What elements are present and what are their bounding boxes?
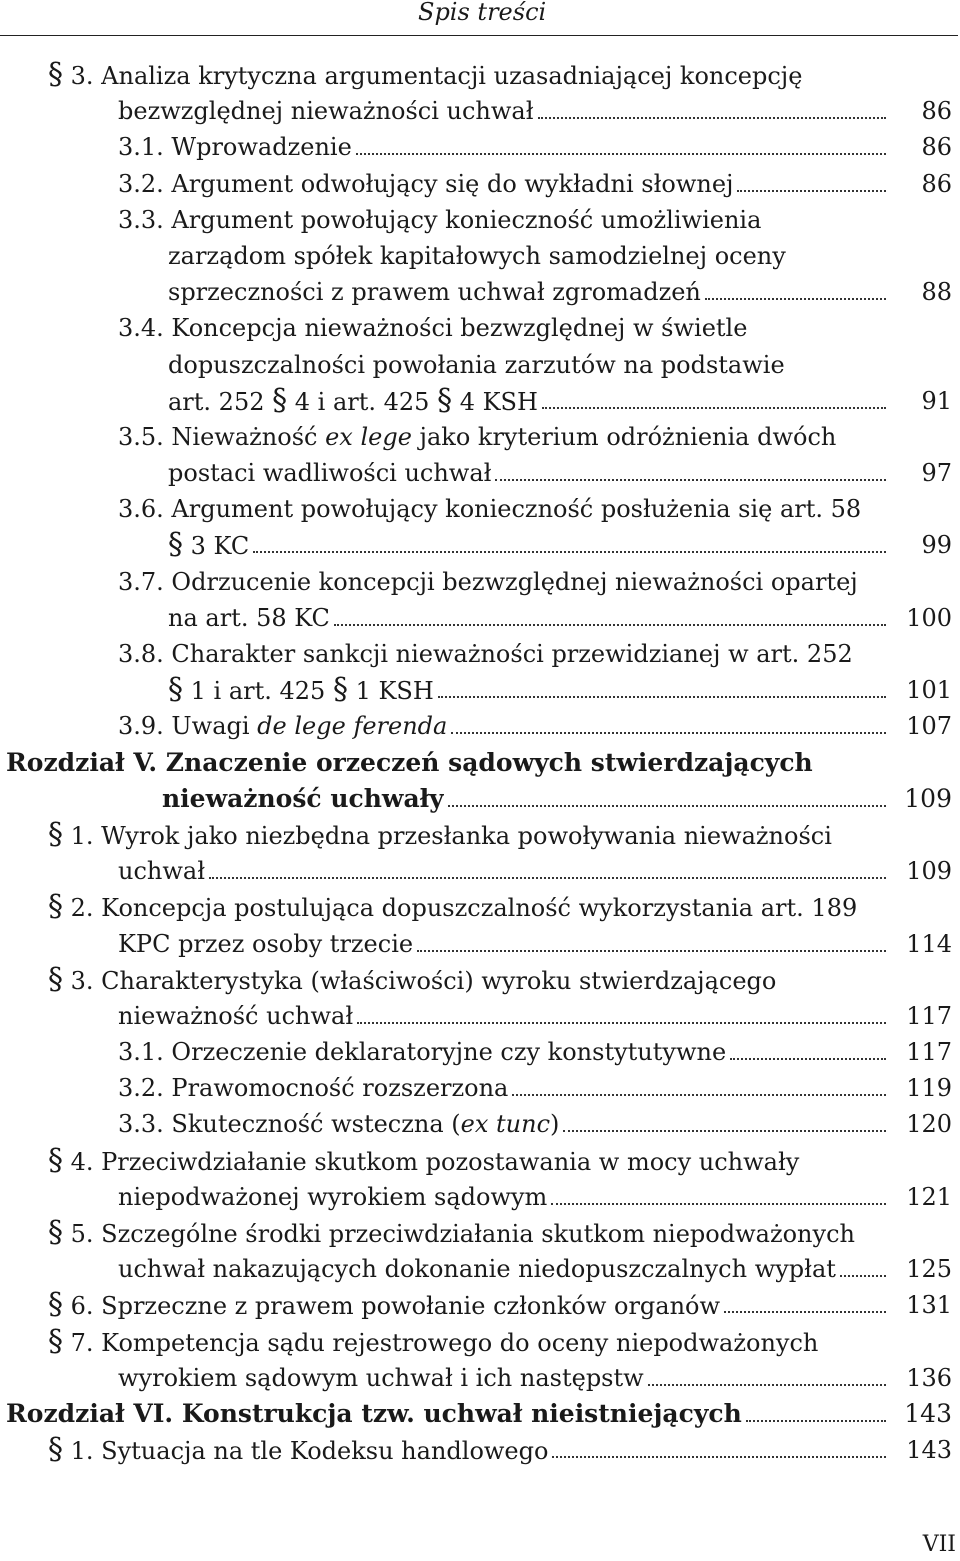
toc-entry[interactable]	[0, 129, 960, 165]
toc-entry-text: uchwał	[118, 857, 205, 886]
toc-entry-text: § 7. Kompetencja sądu rejestrowego do oceny niepodważonych	[48, 1323, 819, 1359]
toc-page-number: 97	[921, 459, 952, 488]
toc-entry-text: § 4. Przeciwdziałanie skutkom pozostawania w mocy uchwały	[48, 1142, 800, 1178]
toc-entry-line	[0, 926, 960, 962]
toc-entry[interactable]	[0, 491, 960, 563]
dot-leader	[205, 853, 886, 889]
toc-page-number: 101	[906, 676, 952, 705]
toc-entry-line	[0, 708, 960, 744]
toc-entry-line	[0, 1034, 960, 1070]
toc-entry[interactable]	[0, 1396, 960, 1432]
toc-entry[interactable]	[0, 817, 960, 889]
toc-page-number: 109	[904, 783, 952, 813]
toc-entry-line	[0, 853, 960, 889]
dot-leader	[434, 672, 886, 708]
toc-entry-line	[0, 491, 960, 527]
dot-leader	[353, 998, 886, 1034]
dot-leader	[733, 166, 886, 202]
toc-entry-line	[0, 1287, 960, 1323]
toc-page-number: 114	[906, 929, 952, 958]
toc-entry[interactable]	[0, 419, 960, 491]
toc-page-number: 136	[906, 1363, 952, 1392]
toc-entry-line	[0, 129, 960, 165]
toc-entry-line	[0, 1179, 960, 1215]
dot-leader	[726, 1034, 886, 1070]
toc-entry[interactable]	[0, 1324, 960, 1396]
toc-entry-line	[0, 238, 960, 274]
toc-entry-line	[0, 93, 960, 129]
toc-entry-line	[0, 564, 960, 600]
running-header	[0, 0, 960, 36]
toc-entry[interactable]	[0, 708, 960, 744]
toc-entry[interactable]	[0, 1070, 960, 1106]
toc-entry-text: KPC przez osoby trzecie	[118, 929, 414, 958]
dot-leader	[559, 1106, 886, 1142]
dot-leader	[742, 1396, 886, 1432]
toc-entry-line	[0, 672, 960, 708]
toc-entry-text: § 5. Szczególne środki przeciwdziałania skutkom niepodważonych	[48, 1215, 855, 1250]
dot-leader	[413, 926, 886, 962]
dot-leader	[836, 1251, 886, 1287]
toc-entry[interactable]	[0, 1287, 960, 1323]
toc-page-number: 109	[906, 857, 952, 886]
toc-entry-line	[0, 998, 960, 1034]
toc-entry-line	[0, 1324, 960, 1360]
toc-entry-text: § 3. Charakterystyka (właściwości) wyroku stwierdzającego	[48, 961, 777, 997]
toc-entry-text: nieważność uchwał	[118, 1001, 354, 1030]
toc-entry[interactable]	[0, 564, 960, 636]
toc-entry-text: Rozdział V. Znaczenie orzeczeń sądowych stwierdzających	[6, 747, 813, 777]
toc-entry[interactable]	[0, 636, 960, 708]
toc-entry-line	[0, 1106, 960, 1142]
toc-entry[interactable]	[0, 962, 960, 1034]
page-folio: VII	[922, 1532, 956, 1557]
toc-entry-text: 3.4. Koncepcja nieważności bezwzględnej w świetle	[118, 314, 748, 343]
toc-entry-text: § 3. Analiza krytyczna argumentacji uzasadniającej koncepcję	[48, 57, 803, 92]
toc-page-number: 86	[921, 169, 952, 198]
toc-entry[interactable]	[0, 745, 960, 817]
toc-entry-line	[0, 1070, 960, 1106]
toc-entry-line	[0, 274, 960, 310]
dot-leader	[249, 527, 886, 563]
toc-page-number: 99	[921, 531, 952, 560]
toc-page-number: 143	[906, 1436, 952, 1465]
toc-entry-text: 3.2. Prawomocność rozszerzona	[118, 1074, 509, 1103]
toc-entry-line	[0, 781, 960, 817]
toc-entry-text: 3.6. Argument powołujący konieczność posłużenia się art. 58	[118, 495, 862, 524]
toc-entry[interactable]	[0, 1106, 960, 1142]
toc-entry[interactable]	[0, 1143, 960, 1215]
toc-entry-text: sprzeczności z prawem uchwał zgromadzeń	[168, 278, 701, 307]
toc-entry-text: 3.8. Charakter sankcji nieważności przewidzianej w art. 252	[118, 640, 853, 668]
toc-entry-text: dopuszczalności powołania zarzutów na podstawie	[168, 350, 785, 379]
toc-page-number: 131	[906, 1291, 952, 1320]
toc-entry-line	[0, 1143, 960, 1179]
toc-entry-line	[0, 1251, 960, 1287]
toc-entry-text: 3.3. Argument powołujący konieczność umożliwienia	[118, 205, 762, 234]
toc-entry-text: § 2. Koncepcja postulująca dopuszczalność wykorzystania art. 189	[48, 889, 858, 925]
toc-entry[interactable]	[0, 310, 960, 419]
toc-entry-line	[0, 889, 960, 925]
toc-entry-text: 3.1. Wprowadzenie	[118, 133, 352, 162]
dot-leader	[447, 708, 886, 744]
toc-entry-text: § 6. Sprzeczne z prawem powołanie członków organów	[48, 1287, 721, 1323]
toc-entry-text: 3.3. Skuteczność wsteczna (ex tunc)	[118, 1110, 560, 1139]
toc-entry-text: 3.7. Odrzucenie koncepcji bezwzględnej nieważności opartej	[118, 567, 858, 596]
toc-entry-text: bezwzględnej nieważności uchwał	[118, 97, 534, 126]
toc-entry-line	[0, 166, 960, 202]
toc-entry[interactable]	[0, 1215, 960, 1287]
toc-entry-line	[0, 1396, 960, 1432]
dot-leader	[508, 1070, 886, 1106]
toc-entry-line	[0, 419, 960, 455]
toc-page-number: 125	[906, 1255, 952, 1284]
toc-entry[interactable]	[0, 1034, 960, 1070]
toc-entry-text: § 1. Wyrok jako niezbędna przesłanka powoływania nieważności	[48, 816, 832, 852]
toc-page-number: 119	[906, 1074, 952, 1103]
dot-leader	[352, 129, 886, 165]
toc-entry[interactable]	[0, 889, 960, 961]
dot-leader	[330, 600, 886, 636]
dot-leader	[701, 274, 886, 310]
toc-page-number: 120	[906, 1110, 952, 1139]
toc-entry-line	[0, 455, 960, 491]
toc-entry-text: Rozdział VI. Konstrukcja tzw. uchwał nieistniejących	[6, 1398, 742, 1428]
toc-page-number: 86	[921, 133, 952, 162]
toc-entry-line	[0, 600, 960, 636]
toc-entry-text: niepodważonej wyrokiem sądowym	[118, 1182, 548, 1211]
toc-entry-text: nieważność uchwały	[162, 783, 444, 813]
toc-entry-text: 3.9. Uwagi de lege ferenda	[118, 712, 448, 741]
toc-entry-text: § 3 KC	[168, 527, 250, 563]
toc-entry-line	[0, 202, 960, 238]
toc-entry-line	[0, 745, 960, 781]
toc-entry-line	[0, 1432, 960, 1468]
dot-leader	[548, 1432, 886, 1468]
dot-leader	[444, 781, 886, 817]
toc-entry-line	[0, 310, 960, 346]
toc-entry-text: § 1 i art. 425 § 1 KSH	[168, 672, 434, 708]
toc-page-number: 143	[904, 1398, 952, 1428]
toc-entry[interactable]	[0, 166, 960, 202]
dot-leader	[720, 1287, 886, 1323]
toc-entry-text: 3.5. Nieważność ex lege jako kryterium odróżnienia dwóch	[118, 422, 837, 451]
running-header-title: Spis treści	[418, 0, 547, 26]
toc-entry-line	[0, 527, 960, 563]
toc-entry-line	[0, 57, 960, 93]
toc-entry-line	[0, 383, 960, 419]
table-of-contents	[0, 57, 960, 1468]
toc-page-number: 107	[906, 712, 952, 741]
toc-entry-line	[0, 962, 960, 998]
toc-page-number: 117	[906, 1001, 952, 1030]
dot-leader	[538, 383, 886, 419]
toc-entry-line	[0, 1215, 960, 1251]
toc-entry-text: § 1. Sytuacja na tle Kodeksu handlowego	[48, 1432, 549, 1468]
dot-leader	[534, 93, 886, 129]
toc-page-number: 117	[906, 1038, 952, 1067]
toc-entry-line	[0, 817, 960, 853]
toc-entry-text: wyrokiem sądowym uchwał i ich następstw	[118, 1363, 644, 1392]
toc-entry[interactable]	[0, 202, 960, 311]
toc-page-number: 91	[921, 386, 952, 415]
toc-entry[interactable]	[0, 1432, 960, 1468]
toc-entry-line	[0, 1360, 960, 1396]
toc-page-number: 121	[906, 1182, 952, 1211]
toc-page-number: 88	[921, 278, 952, 307]
toc-entry-text: 3.2. Argument odwołujący się do wykładni słownej	[118, 169, 734, 198]
dot-leader	[491, 455, 886, 491]
toc-entry-text: na art. 58 KC	[168, 603, 330, 632]
toc-entry-text: uchwał nakazujących dokonanie niedopuszczalnych wypłat	[118, 1255, 836, 1284]
dot-leader	[644, 1360, 886, 1396]
toc-entry-line	[0, 347, 960, 383]
toc-page-number: 86	[921, 97, 952, 126]
toc-entry-text: 3.1. Orzeczenie deklaratoryjne czy konstytutywne	[118, 1038, 727, 1067]
toc-entry-text: art. 252 § 4 i art. 425 § 4 KSH	[168, 382, 538, 418]
toc-entry[interactable]	[0, 57, 960, 129]
dot-leader	[547, 1179, 886, 1215]
toc-entry-line	[0, 636, 960, 672]
header-rule	[0, 35, 958, 36]
toc-page-number: 100	[906, 603, 952, 632]
toc-entry-text: postaci wadliwości uchwał	[168, 459, 492, 488]
toc-entry-text: zarządom spółek kapitałowych samodzielnej oceny	[168, 241, 786, 270]
